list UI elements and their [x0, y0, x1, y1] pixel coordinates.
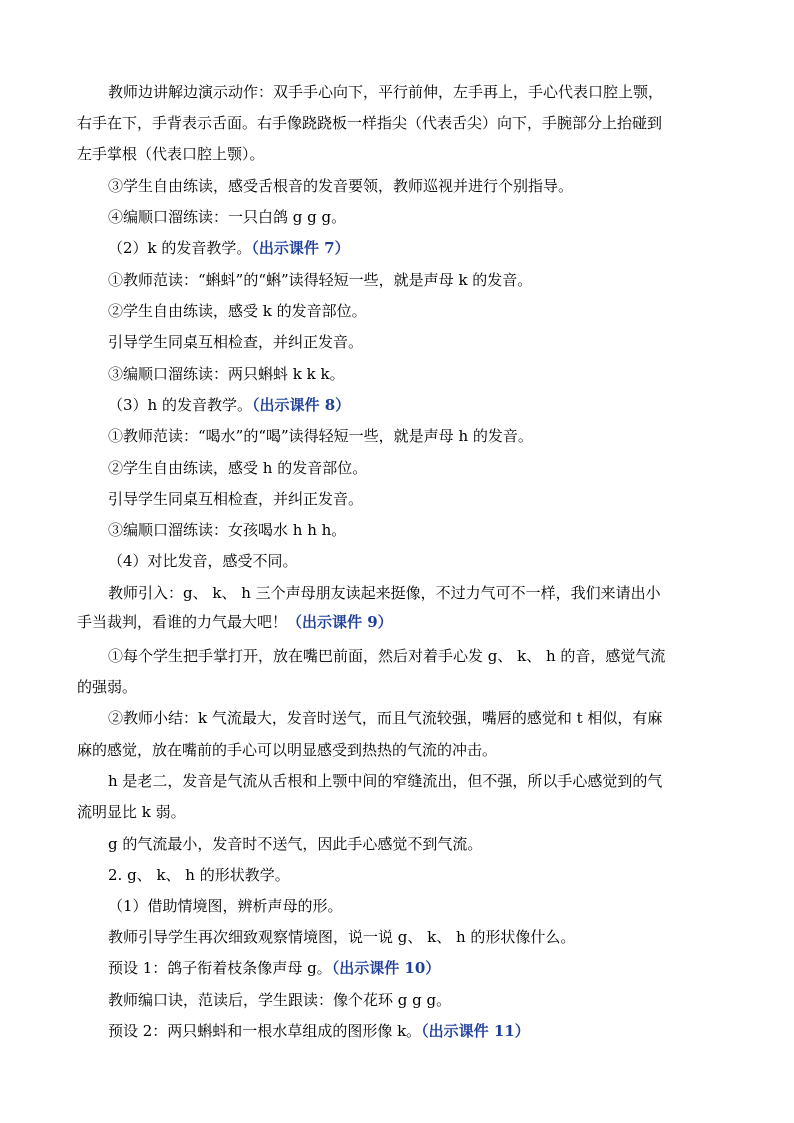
paragraph-line: 教师边讲解边演示动作：双手手心向下，平行前伸，左手再上，手心代表口腔上颚，: [108, 83, 664, 101]
paragraph-line: ①每个学生把手掌打开，放在嘴巴前面，然后对着手心发 g、 k、 h 的音，感觉气流: [108, 647, 666, 665]
section-heading: （4）对比发音，感受不同。: [108, 552, 298, 570]
paragraph-line: 教师引入：g、 k、 h 三个声母朋友读起来挺像，不过力气可不一样，我们来请出小: [108, 584, 661, 602]
paragraph-line: g 的气流最小，发音时不送气，因此手心感觉不到气流。: [108, 835, 483, 853]
paragraph-line: 教师引导学生再次细致观察情境图，说一说 g、 k、 h 的形状像什么。: [108, 928, 576, 946]
paragraph-line: ①教师范读：“蝌蚪”的“蝌”读得轻短一些，就是声母 k 的发音。: [108, 271, 533, 289]
paragraph-line: 的强弱。: [77, 678, 138, 696]
paragraph-line: h 是老二，发音是气流从舌根和上颚中间的窄缝流出，但不强，所以手心感觉到的气: [108, 772, 663, 790]
paragraph-line: ④编顺口溜练读：一只白鸽 g g g。: [108, 208, 347, 226]
paragraph-line: 麻的感觉，放在嘴前的手心可以明显感受到热热的气流的冲击。: [77, 741, 498, 759]
section-heading: （1）借助情境图，辨析声母的形。: [108, 897, 343, 915]
paragraph-line: ②学生自由练读，感受 k 的发音部位。: [108, 302, 367, 320]
courseware-reference: （出示课件 10）: [331, 959, 441, 977]
courseware-reference: （出示课件 8）: [251, 396, 351, 414]
section-heading: （3）h 的发音教学。（出示课件 8）: [108, 396, 351, 414]
courseware-reference: （出示课件 7）: [251, 239, 350, 257]
paragraph-line: 流明显比 k 弱。: [77, 803, 186, 821]
paragraph-line: ③学生自由练读，感受舌根音的发音要领，教师巡视并进行个别指导。: [108, 177, 574, 195]
paragraph-line: ②教师小结：k 气流最大，发音时送气，而且气流较强，嘴唇的感觉和 t 相似，有麻: [108, 709, 663, 727]
paragraph-line: ③编顺口溜练读：女孩喝水 h h h。: [108, 521, 347, 539]
paragraph-line: 教师编口诀，范读后，学生跟读：像个花环 g g g。: [108, 991, 452, 1009]
paragraph-line: 手当裁判，看谁的力气最大吧！（出示课件 9）: [77, 613, 393, 631]
section-heading: （2）k 的发音教学。（出示课件 7）: [108, 239, 350, 257]
paragraph-line: 右手在下，手背表示舌面。右手像跷跷板一样指尖（代表舌尖）向下，手腕部分上抬碰到: [77, 114, 663, 132]
paragraph-line: 预设 2：两只蝌蚪和一根水草组成的图形像 k。（出示课件 11）: [108, 1022, 530, 1040]
courseware-reference: （出示课件 11）: [421, 1022, 530, 1040]
paragraph-line: 左手掌根（代表口腔上颚）。: [77, 145, 265, 163]
courseware-reference: （出示课件 9）: [287, 613, 393, 631]
paragraph-line: 引导学生同桌互相检查，并纠正发音。: [108, 490, 364, 508]
section-heading: 2. g、 k、 h 的形状教学。: [108, 866, 290, 884]
paragraph-line: 预设 1：鸽子衔着枝条像声母 g。（出示课件 10）: [108, 959, 441, 977]
paragraph-line: ③编顺口溜练读：两只蝌蚪 k k k。: [108, 365, 345, 383]
paragraph-line: 引导学生同桌互相检查，并纠正发音。: [108, 333, 364, 351]
paragraph-line: ②学生自由练读，感受 h 的发音部位。: [108, 459, 368, 477]
paragraph-line: ①教师范读：“喝水”的“喝”读得轻短一些，就是声母 h 的发音。: [108, 427, 533, 445]
